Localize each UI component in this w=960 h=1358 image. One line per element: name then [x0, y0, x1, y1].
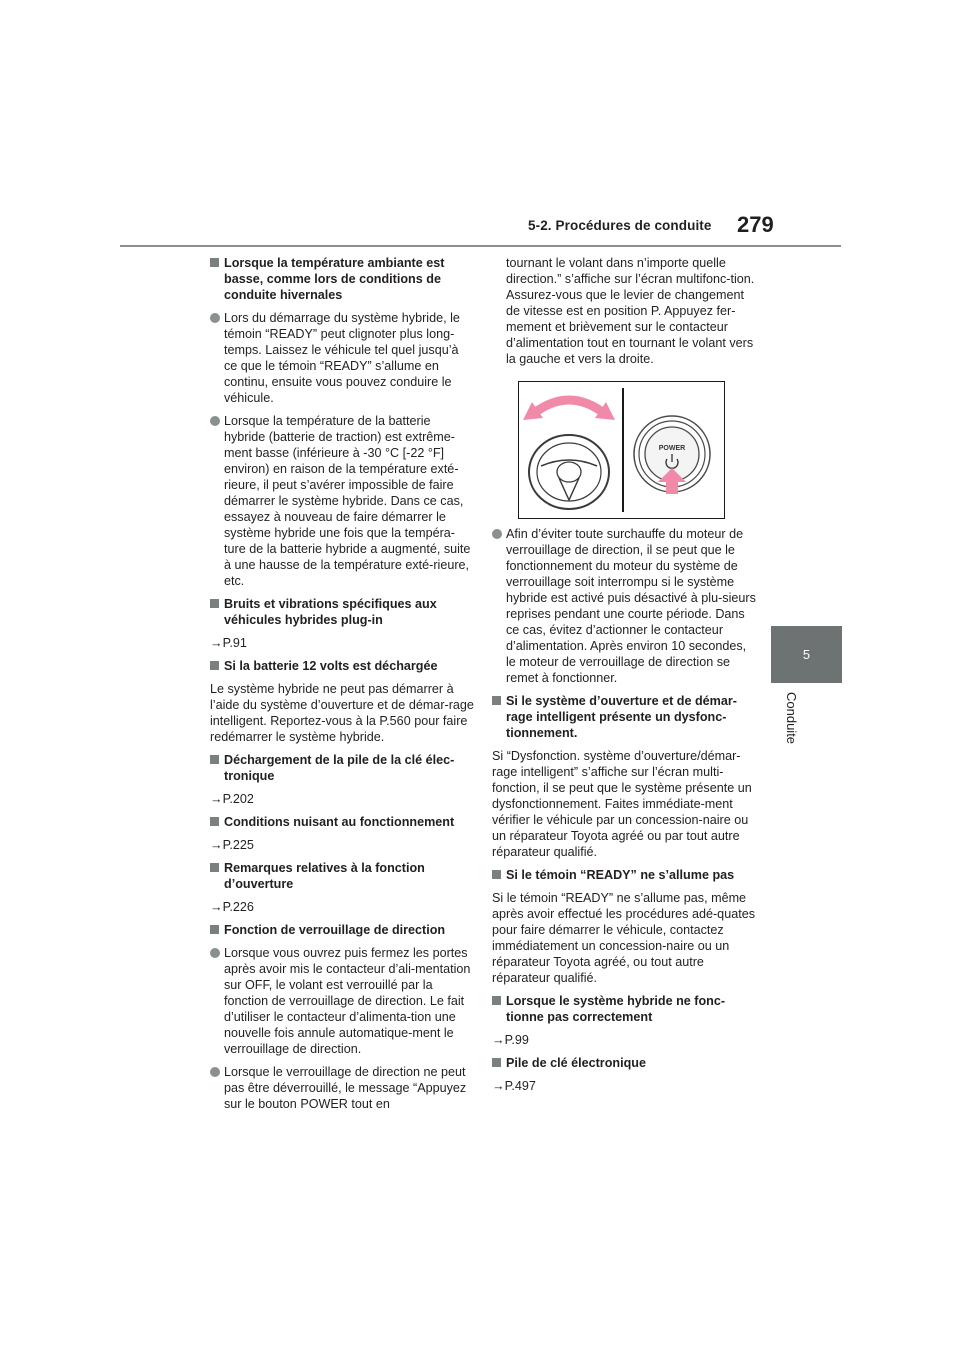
paragraph: Si “Dysfonction. système d’ouverture/démar-rage intelligent” s’affiche sur l’écran multi-fonction, il se peut que le système présente un dysfonctionnement. Faites immédiate-ment vérifier le véhicule par un concession-naire ou un réparateur Toyota agréé ou par tout autre réparateur qualifié. — [492, 749, 752, 859]
heading-square-icon — [210, 661, 219, 670]
steering-wheel-icon — [529, 435, 609, 509]
page-reference[interactable]: →P.225 — [210, 838, 254, 852]
heading-square-icon — [210, 817, 219, 826]
section-heading: Déchargement de la pile de la clé élec-tronique — [210, 752, 475, 784]
chapter-label-text: Conduite — [784, 692, 799, 745]
section-heading: Bruits et vibrations spécifiques aux véhicules hybrides plug-in — [210, 596, 475, 628]
section-heading: Lorsque le système hybride ne fonc-tionne pas correctement — [492, 993, 757, 1025]
bullet-item: Lors du démarrage du système hybride, le témoin “READY” peut clignoter plus long-temps. Laissez le véhicule tel quel jusqu’à ce que le témoin “READY” s’allume en continu, ensuite vous pouvez conduire le véhicule. — [210, 310, 475, 406]
heading-square-icon — [210, 755, 219, 764]
page-reference[interactable]: →P.91 — [210, 636, 247, 650]
section-heading: Lorsque la température ambiante est basse, comme lors de conditions de conduite hivernales — [210, 255, 475, 303]
page-reference[interactable]: →P.497 — [492, 1079, 536, 1093]
continued-text: tournant le volant dans n’importe quelle direction.” s’affiche sur l’écran multifonc-tion. — [506, 256, 755, 286]
steering-power-illustration — [519, 382, 724, 518]
paragraph: Le système hybride ne peut pas démarrer à l’aide du système d’ouverture et de démar-rage intelligent. Reportez-vous à la P.560 pour faire redémarrer le système hybride. — [210, 682, 474, 744]
heading-square-icon — [210, 925, 219, 934]
bullet-dot-icon — [210, 416, 220, 426]
bullet-dot-icon — [210, 313, 220, 323]
bullet-item: Lorsque la température de la batterie hybride (batterie de traction) est extrême-ment basse (inférieure à -30 °C [-22 °F] environ) en raison de la température exté-rieure, il peut s’avérer impossible de faire démarrer le système hybride. Dans ce cas, essayez à nouveau de faire démarrer le système hybride une fois que la tempéra-ture de la batterie hybride a augmenté, suite à une hausse de la température exté-rieure, etc. — [210, 413, 475, 589]
bullet-dot-icon — [210, 948, 220, 958]
section-heading: Si le témoin “READY” ne s’allume pas — [492, 867, 757, 883]
bullet-dot-icon — [492, 529, 502, 539]
page-reference[interactable]: →P.202 — [210, 792, 254, 806]
section-heading: Fonction de verrouillage de direction — [210, 922, 475, 938]
section-heading: Remarques relatives à la fonction d’ouverture — [210, 860, 475, 892]
heading-square-icon — [210, 258, 219, 267]
chapter-tab — [771, 626, 842, 683]
right-column — [492, 255, 757, 1101]
chapter-label — [785, 692, 805, 762]
heading-square-icon — [210, 863, 219, 872]
section-heading: Conditions nuisant au fonctionnement — [210, 814, 475, 830]
heading-square-icon — [492, 870, 501, 879]
chapter-number: 5 — [802, 647, 811, 662]
page-reference[interactable]: →P.99 — [492, 1033, 529, 1047]
bullet-item: Afin d’éviter toute surchauffe du moteur de verrouillage de direction, il se peut que le fonctionnement du moteur du système de verrouillage soit interrompu si le système hybride est activé puis désactivé à plu-sieurs reprises pendant une courte période. Dans ce cas, évitez d’actionner le contacteur d’alimentation. Après environ 10 secondes, le moteur de verrouillage de direction se remet à fonctionner. — [492, 526, 757, 686]
section-title: 5-2. Procédures de conduite — [528, 218, 712, 233]
heading-square-icon — [492, 696, 501, 705]
power-label: POWER — [658, 445, 686, 452]
illustration — [518, 381, 725, 519]
section-heading: Si le système d’ouverture et de démar-rage intelligent présente un dysfonc-tionnement. — [492, 693, 757, 741]
header-rule — [120, 245, 841, 247]
continued-text: Assurez-vous que le levier de changement de vitesse est en position P. Appuyez fer-mement et brièvement sur le contacteur d’alimentation tout en tournant le volant vers la gauche et vers la droite. — [506, 288, 754, 366]
rotate-arrow-icon — [523, 400, 615, 420]
heading-square-icon — [492, 1058, 501, 1067]
section-heading: Pile de clé électronique — [492, 1055, 757, 1071]
page-number: 279 — [737, 212, 774, 237]
section-heading: Si la batterie 12 volts est déchargée — [210, 658, 475, 674]
paragraph: Si le témoin “READY” ne s’allume pas, même après avoir effectué les procédures adé-quates pour faire démarrer le véhicule, contactez immédiatement un concession-naire ou un réparateur Toyota agréé, ou tout autre réparateur qualifié. — [492, 891, 755, 985]
page-reference[interactable]: →P.226 — [210, 900, 254, 914]
bullet-item: Lorsque vous ouvrez puis fermez les portes après avoir mis le contacteur d’ali-mentation sur OFF, le volant est verrouillé par la fonction de verrouillage de direction. Le fait d’utiliser le contacteur d’alimenta-tion une nouvelle fois annule automatique-ment le verrouillage de direction. — [210, 945, 475, 1057]
bullet-item: Lorsque le verrouillage de direction ne peut pas être déverrouillé, le message “Appuyez sur le bouton POWER tout en — [210, 1064, 475, 1112]
heading-square-icon — [492, 996, 501, 1005]
left-column — [210, 255, 475, 1119]
bullet-dot-icon — [210, 1067, 220, 1077]
heading-square-icon — [210, 599, 219, 608]
